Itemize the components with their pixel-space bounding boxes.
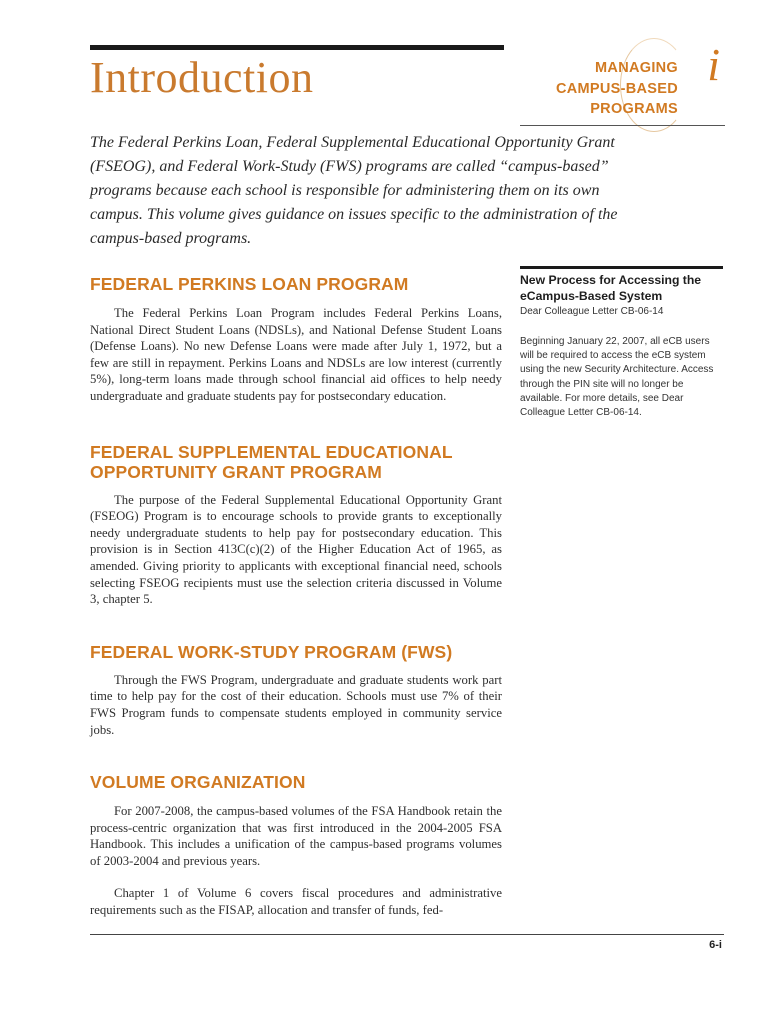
brand-line-2: CAMPUS-BASED: [555, 80, 678, 97]
intro-paragraph: The Federal Perkins Loan, Federal Supplemental Educational Opportunity Grant (FSEOG), and Federal Work-Study (FWS) programs are called “campus-based” programs because each school is responsible for administering them on its own campus. This volume gives guidance on issues specific to the administration of the campus-based programs.: [90, 134, 618, 247]
section-heading-volume-organization: VOLUME ORGANIZATION: [90, 772, 306, 793]
chapter-brand: [520, 36, 725, 126]
brand-letter: i: [707, 39, 720, 90]
brand-underline: [520, 125, 725, 126]
section-body-perkins: The Federal Perkins Loan Program includes Federal Perkins Loans, National Direct Student Loans (NDSLs), and National Defense Student Loans (Defense Loans). No new Defense Loans were made after July 1, 1972, but a few are still in repayment. Perkins Loans and NDSLs are low interest (currently 5%), long-term loans made through school financial aid offices to help needy undergraduate and graduate students pay for postsecondary education.: [90, 306, 502, 403]
brand-line-3: PROGRAMS: [590, 101, 678, 117]
section-heading-fws: FEDERAL WORK-STUDY PROGRAM (FWS): [90, 641, 453, 662]
section-body-fseog: The purpose of the Federal Supplemental Educational Opportunity Grant (FSEOG) Program is to encourage schools to provide grants to exceptionally needy undergraduate students to help pay for postsecondary education. This provision is in Section 413C(c)(2) of the Higher Education Act of 1965, as amended. Giving priority to applicants with exceptional financial need, schools selecting FSEOG recipients must use the selection criteria discussed in Volume 3, chapter 5.: [90, 492, 502, 607]
page-title: Introduction: [90, 53, 314, 102]
brand-label: [556, 58, 678, 120]
section-body-volume-organization-2: Chapter 1 of Volume 6 covers fiscal procedures and administrative requirements such as the FISAP, allocation and transfer of funds, fed-: [90, 886, 502, 918]
section-heading-perkins: FEDERAL PERKINS LOAN PROGRAM: [90, 274, 409, 294]
section-body-fws: Through the FWS Program, undergraduate and graduate students work part time to help pay for the cost of their education. Schools must use 7% of their FWS Program funds to compensate students employed in community service jobs.: [90, 672, 502, 737]
main-column: [90, 270, 502, 919]
sidebar-title: New Process for Accessing the eCampus-Based System: [520, 273, 702, 303]
sidebar-body: Beginning January 22, 2007, all eCB users will be required to access the eCB system using the new Security Architecture. Access through the PIN site will no longer be available. For more details, see Dear Colleague Letter CB-06-14.: [520, 336, 714, 419]
sidebar-top-rule: [520, 266, 723, 269]
page-number: 6-i: [709, 939, 722, 951]
sidebar-subtitle: Dear Colleague Letter CB-06-14: [520, 306, 664, 317]
sidebar-note: [520, 266, 723, 420]
section-heading-fseog: FEDERAL SUPPLEMENTAL EDUCATIONAL OPPORTUNITY GRANT PROGRAM: [90, 441, 453, 482]
section-body-volume-organization-1: For 2007-2008, the campus-based volumes of the FSA Handbook retain the process-centric organization that was first introduced in the 2004-2005 FSA Handbook. This includes a unification of the campus-based programs volumes of 2003-2004 and previous years.: [90, 804, 502, 868]
footer-rule: [90, 934, 724, 935]
brand-line-1: MANAGING: [595, 60, 678, 76]
header-top-rule: [90, 45, 504, 50]
